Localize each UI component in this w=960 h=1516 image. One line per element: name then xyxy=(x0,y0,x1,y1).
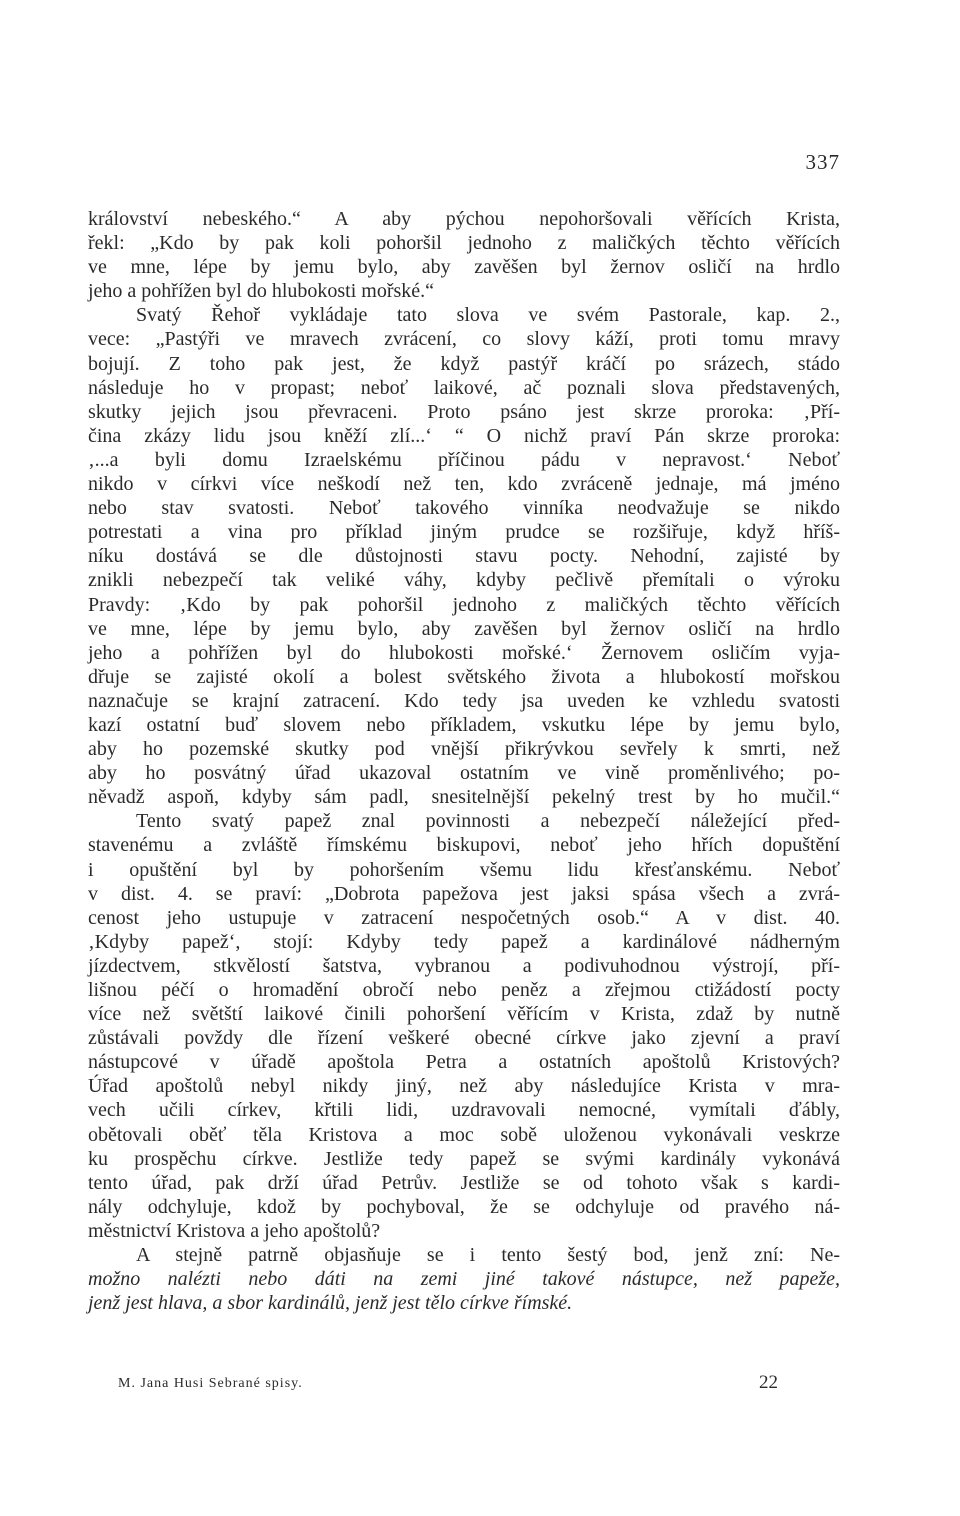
text-line: vech učili církev, křtili lidi, uzdravovali nemocné, vymítali ďábly, xyxy=(88,1099,840,1122)
text-line: Svatý Řehoř vykládaje tato slova ve svém Pastorale, kap. 2., xyxy=(136,304,840,327)
printer-signature: 22 xyxy=(759,1372,778,1393)
text-line: ve mne, lépe by jemu bylo, aby zavěšen byl žernov osličí na hrdlo xyxy=(88,617,840,640)
text-line: níku dostává se dle důstojnosti stavu pocty. Nehodní, zajisté by xyxy=(88,545,840,568)
text-line: jízdectvem, stkvělostí šatstva, vybranou a podivuhodnou výstrojí, pří- xyxy=(88,954,840,977)
text-line: ku prospěchu církve. Jestliže tedy papež se svými kardinály vykonává xyxy=(88,1147,840,1170)
text-line: zůstávali povždy dle řízení veškeré obecné církve jako zjevní a praví xyxy=(88,1027,840,1050)
text-line: ve mne, lépe by jemu bylo, aby zavěšen byl žernov osličí na hrdlo xyxy=(88,256,840,279)
text-line: následuje ho v propast; neboť laikové, ač poznali slova představených, xyxy=(88,376,840,399)
text-line: možno nalézti nebo dáti na zemi jiné takové nástupce, než papeže, xyxy=(88,1268,840,1291)
text-line: naznačuje se krajní zatracení. Kdo tedy jsa uveden ke vzhledu svatosti xyxy=(88,689,840,712)
body-text xyxy=(88,207,840,1315)
text-line: království nebeského.“ A aby pýchou nepohoršovali věřících Krista, xyxy=(88,208,840,230)
text-line: řekl: „Kdo by pak koli pohoršil jednoho z maličkých těchto věřících xyxy=(88,232,840,255)
text-line: cenost jeho ustupuje v zatracení nespočetných osob.“ A v dist. 40. xyxy=(88,906,840,929)
text-line: i opuštění byl by pohoršením všemu lidu křesťanskému. Neboť xyxy=(88,858,840,881)
text-line: obětovali oběť těla Kristova a moc sobě uloženou vykonávali veskrze xyxy=(88,1123,840,1146)
text-line: Pravdy: ‚Kdo by pak pohoršil jednoho z maličkých těchto věřících xyxy=(88,593,840,616)
text-line: aby ho pozemské skutky pod vnější přikrývkou sevřely k smrti, než xyxy=(88,738,840,761)
text-line: Tento svatý papež znal povinnosti a nebezpečí náležející před- xyxy=(136,810,840,833)
text-line: jenž jest hlava, a sbor kardinálů, jenž jest tělo církve římské. xyxy=(88,1292,573,1315)
text-line: skutky jejich jsou převraceni. Proto psáno jest skrze proroka: ‚Pří- xyxy=(88,400,840,423)
text-line: v dist. 4. se praví: „Dobrota papežova jest jaksi spása všech a zvrá- xyxy=(88,882,840,905)
text-line: ‚...a byli domu Izraelskému příčinou pádu v nepravost.‘ Neboť xyxy=(88,448,840,471)
text-line: kazí ostatní buď slovem nebo příkladem, vskutku lépe by jemu bylo, xyxy=(88,713,840,736)
text-line: potrestati a vina pro příklad jiným prudce se rozšiřuje, když hříš- xyxy=(88,521,840,544)
text-line: jeho a pohřížen byl do hlubokosti mořské.‘ Žernovem osličím vyja- xyxy=(88,641,840,664)
text-line: nebo stav svatosti. Neboť takového vinníka neodvažuje se nikdo xyxy=(88,497,840,520)
text-line: lišnou péčí o hromadění obročí nebo peněz a zřejmou ctižádostí pocty xyxy=(88,979,840,1001)
text-line: jeho a pohřížen byl do hlubokosti mořské.“ xyxy=(88,280,435,303)
footer xyxy=(118,1372,778,1393)
page-number: 337 xyxy=(805,150,840,174)
text-line: bojují. Z toho pak jest, že když pastýř kráčí po srázech, stádo xyxy=(88,352,840,375)
text-line: aby ho posvátný úřad ukazoval ostatním ve vině proměnlivého; po- xyxy=(88,762,840,785)
text-line: vece: „Pastýři ve mravech zvrácení, co slovy káží, proti tomu mravy xyxy=(88,328,840,351)
text-line: ‚Kdyby papež‘, stojí: Kdyby tedy papež a kardinálové nádherným xyxy=(88,930,840,953)
text-line: tento úřad, pak drží úřad Petrův. Jestliže se od tohoto však s kardi- xyxy=(88,1171,840,1194)
text-line: znikli nebezpečí tak veliké váhy, kdyby pečlivě přemítali o výroku xyxy=(88,569,840,592)
text-line: něvadž aspoň, kdyby sám padl, snesitelnější pekelný trest by ho mučil.“ xyxy=(88,786,840,809)
text-line: nástupcové v úřadě apoštola Petra a ostatních apoštolů Kristových? xyxy=(88,1051,840,1074)
text-line: více než světští laikové činili pohoršení věřícím v Krista, zdaž by nutně xyxy=(88,1003,840,1026)
text-line: dřuje se zajisté okolí a bolest světského života a hlubokostí mořskou xyxy=(88,665,840,688)
text-line: městnictví Kristova a jeho apoštolů? xyxy=(88,1219,381,1242)
text-line: nikdo v církvi více neškodí než ten, kdo zvráceně jednaje, má jméno xyxy=(88,473,840,496)
text-line: Úřad apoštolů nebyl nikdy jiný, než aby následujíce Krista v mra- xyxy=(88,1075,840,1098)
text-line: A stejně patrně objasňuje se i tento šestý bod, jenž zní: Ne- xyxy=(136,1244,840,1267)
footer-source: M. Jana Husi Sebrané spisy. xyxy=(118,1376,303,1391)
text-line: čina zkázy lidu jsou kněží zlí...‘ “ O nichž praví Pán skrze proroka: xyxy=(88,424,840,447)
text-line: stavenému a zvláště římskému biskupovi, neboť jeho hřích dopuštění xyxy=(88,834,840,857)
text-line: nály odchyluje, kdož by pochyboval, že se odchyluje od pravého ná- xyxy=(88,1195,840,1218)
